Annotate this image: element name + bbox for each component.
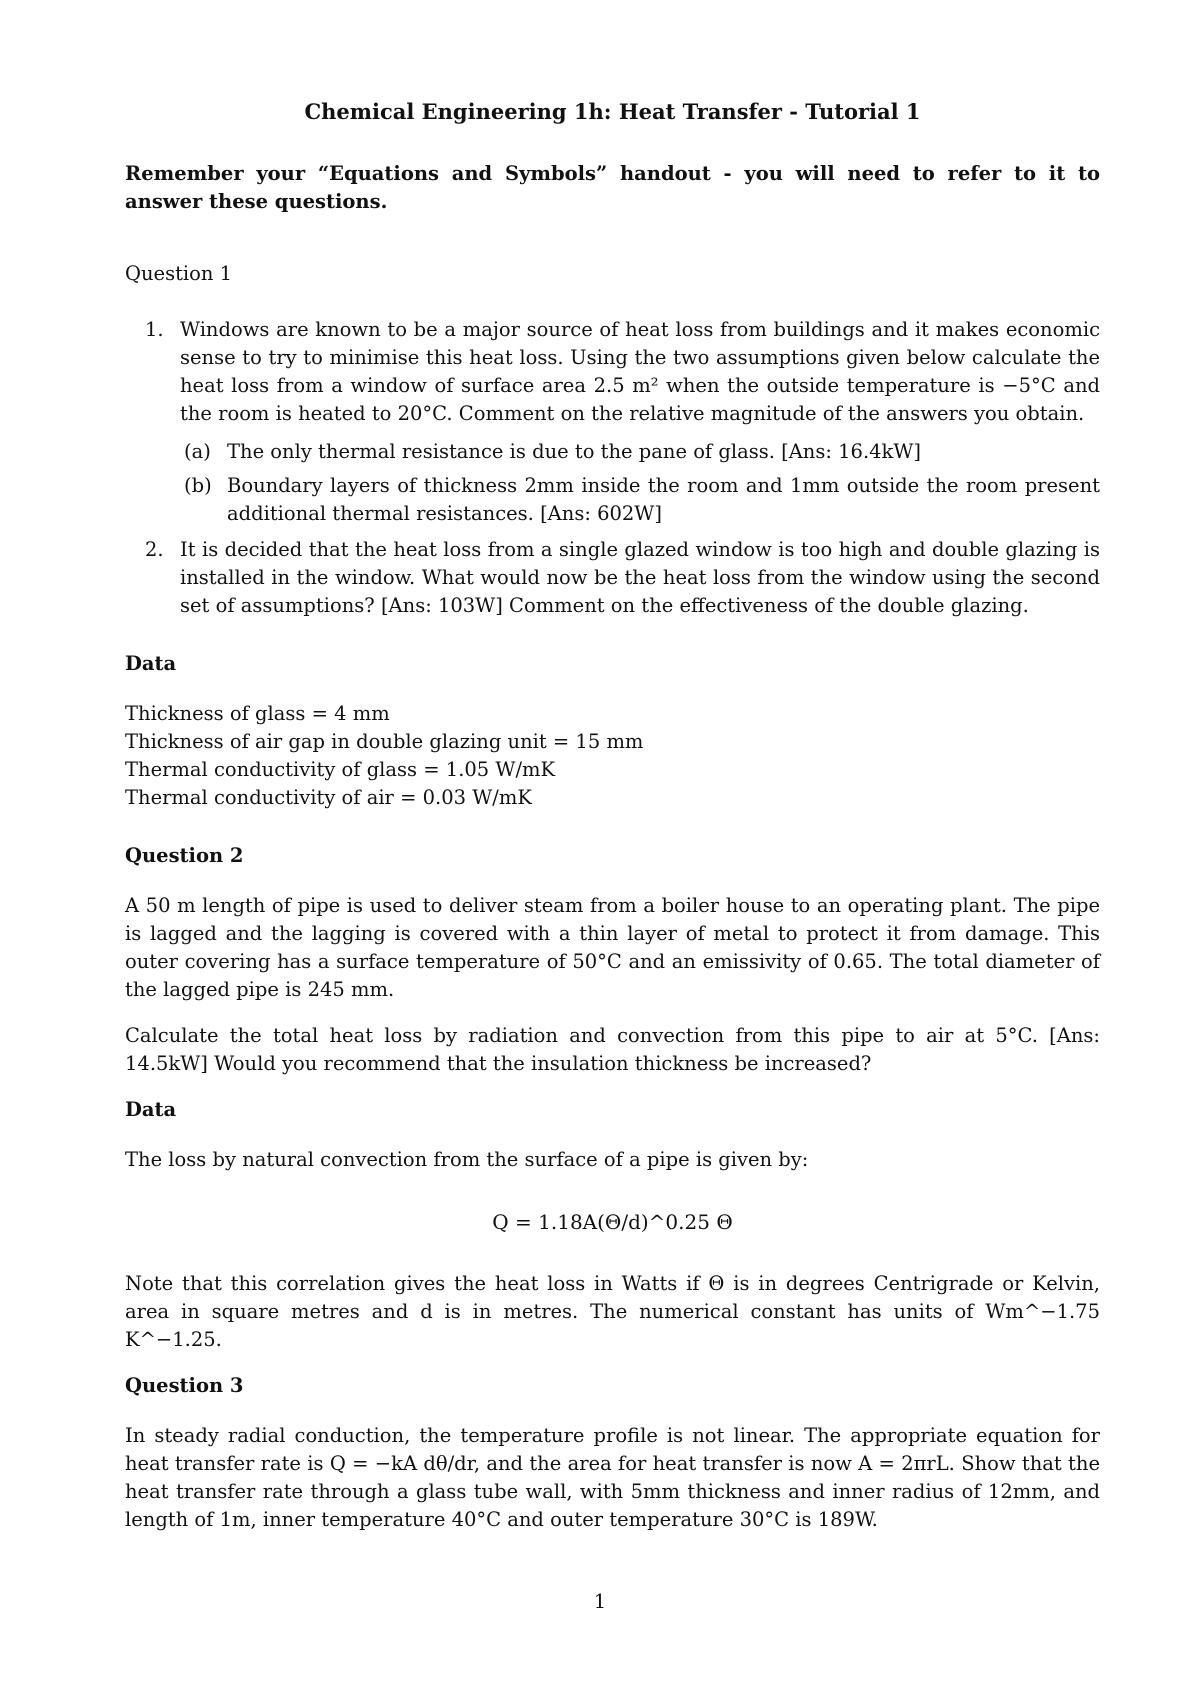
question-1-heading: Question 1 xyxy=(125,262,233,285)
reminder-note: Remember your “Equations and Symbols” handout - you will need to refer to it to answer these questions. xyxy=(125,162,1100,213)
question-1-list xyxy=(125,316,1100,620)
question-1-data-heading: Data xyxy=(125,652,177,675)
question-2-data-intro: The loss by natural convection from the surface of a pipe is given by: xyxy=(125,1148,809,1171)
question-2-heading: Question 2 xyxy=(125,844,244,867)
sub-label: (a) xyxy=(184,440,211,463)
data-line: Thermal conductivity of glass = 1.05 W/mK xyxy=(125,758,556,781)
sub-question-b xyxy=(180,472,1100,528)
sub-text: Boundary layers of thickness 2mm inside the room and 1mm outside the room present additional thermal resistances. [Ans: 602W] xyxy=(227,474,1100,525)
item-text: It is decided that the heat loss from a single glazed window is too high and double glazing is installed in the window. What would now be the heat loss from the window using the second set of assumptions? [Ans: 103W] Comment on the effectiveness of the double glazing. xyxy=(180,538,1100,617)
question-1-item-1 xyxy=(125,316,1100,528)
item-number: 2. xyxy=(145,538,164,561)
item-text: Windows are known to be a major source of heat loss from buildings and it makes economic sense to try to minimise this heat loss. Using the two assumptions given below calculate the heat loss from a window of surface area 2.5 m² when the outside temperature is −5°C and the room is heated to 20°C. Comment on the relative magnitude of the answers you obtain. xyxy=(180,318,1100,425)
data-line: Thickness of air gap in double glazing unit = 15 mm xyxy=(125,730,644,753)
sub-question-a xyxy=(180,438,1100,466)
page-number: 1 xyxy=(593,1590,607,1613)
question-2-paragraph-1: A 50 m length of pipe is used to deliver steam from a boiler house to an operating plant. The pipe is lagged and the lagging is covered with a thin layer of metal to protect it from damage. This outer covering has a surface temperature of 50°C and an emissivity of 0.65. The total diameter of the lagged pipe is 245 mm. xyxy=(125,894,1100,1001)
sub-text: The only thermal resistance is due to the pane of glass. [Ans: 16.4kW] xyxy=(227,440,922,463)
question-2-note: Note that this correlation gives the heat loss in Watts if Θ is in degrees Centrigrade or Kelvin, area in square metres and d is in metres. The numerical constant has units of Wm^−1.75 K^−1.25. xyxy=(125,1272,1100,1351)
convection-equation: Q = 1.18A(Θ/d)^0.25 Θ xyxy=(492,1210,733,1234)
question-1-item-2 xyxy=(125,536,1100,620)
question-3-paragraph: In steady radial conduction, the temperature profile is not linear. The appropriate equation for heat transfer rate is Q = −kA dθ/dr, and the area for heat transfer is now A = 2πrL. Show that the heat transfer rate through a glass tube wall, with 5mm thickness and inner radius of 12mm, and length of 1m, inner temperature 40°C and outer temperature 30°C is 189W. xyxy=(125,1424,1100,1531)
document-page xyxy=(125,98,1100,1552)
data-line: Thickness of glass = 4 mm xyxy=(125,702,390,725)
item-number: 1. xyxy=(145,318,164,341)
question-2-paragraph-2: Calculate the total heat loss by radiation and convection from this pipe to air at 5°C. [Ans: 14.5kW] Would you recommend that the insulation thickness be increased? xyxy=(125,1024,1100,1075)
sub-question-list xyxy=(180,438,1100,528)
question-2-data-heading: Data xyxy=(125,1098,177,1121)
sub-label: (b) xyxy=(184,474,212,497)
question-3-heading: Question 3 xyxy=(125,1374,244,1397)
document-title: Chemical Engineering 1h: Heat Transfer - Tutorial 1 xyxy=(304,99,921,124)
data-line: Thermal conductivity of air = 0.03 W/mK xyxy=(125,786,532,809)
